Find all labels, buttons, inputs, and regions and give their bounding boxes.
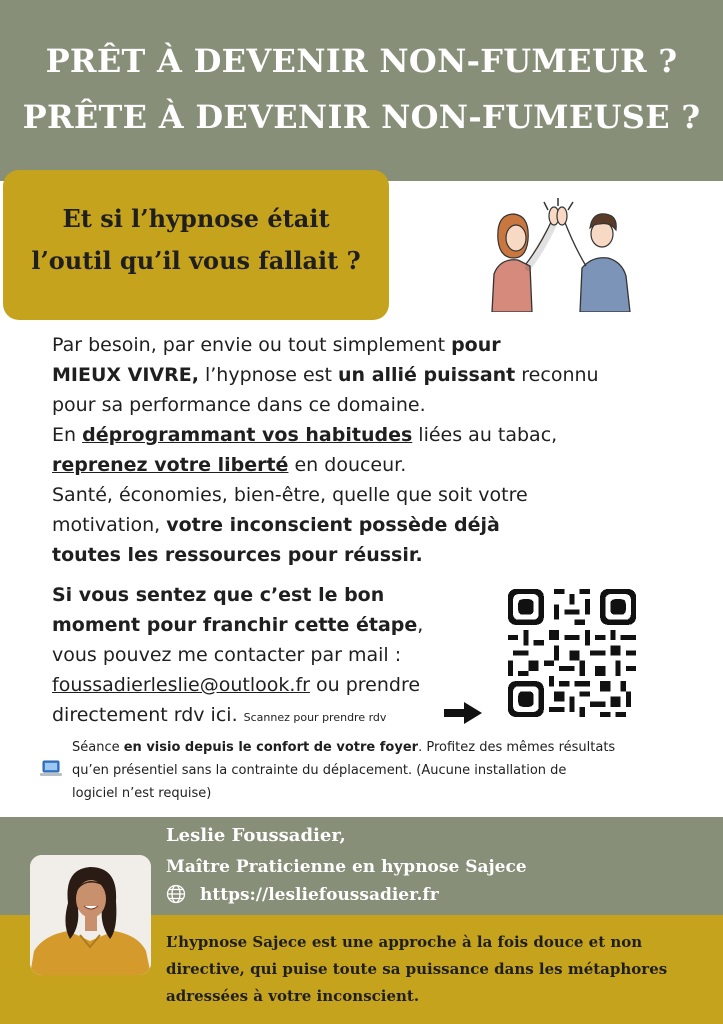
body-bold-underline: reprenez votre liberté (52, 454, 289, 476)
body-bold: MIEUX VIVRE, (52, 364, 199, 386)
body-bold: votre inconscient possède déjà (166, 514, 500, 536)
contact-text: vous pouvez me contacter par mail : (52, 644, 402, 666)
sajece-description (166, 929, 714, 1010)
globe-icon (166, 884, 186, 904)
body-text: pour sa performance dans ce domaine. (52, 394, 426, 416)
high-five-illustration (470, 196, 642, 312)
qr-code[interactable] (508, 589, 636, 717)
body-bold-underline: déprogrammant vos habitudes (82, 424, 413, 446)
visio-text: logiciel n’est requise) (72, 786, 212, 801)
portrait-photo (30, 855, 151, 975)
author-name: Leslie Foussadier, (166, 825, 346, 846)
contact-text: , (417, 614, 424, 636)
main-paragraph (52, 330, 692, 570)
headline-feminine: PRÊTE À DEVENIR NON-FUMEUSE ? (22, 98, 701, 136)
contact-text: directement rdv ici. (52, 704, 238, 726)
visio-bold: en visio depuis le confort de votre foyer (123, 740, 419, 755)
footer-text: L’hypnose Sajece est une approche à la fois douce et non (166, 933, 643, 951)
footer-text: directive, qui puise toute sa puissance dans les métaphores (166, 960, 668, 978)
hook-box (3, 170, 389, 320)
body-text: Par besoin, par envie ou tout simplement (52, 334, 452, 356)
laptop-icon (40, 760, 62, 778)
footer-text: adressées à votre inconscient. (166, 987, 420, 1005)
hook-line-1: Et si l’hypnose était (62, 204, 330, 233)
headline-masculine: PRÊT À DEVENIR NON-FUMEUR ? (45, 42, 678, 80)
contact-bold: moment pour franchir cette étape (52, 614, 418, 636)
contact-bold: Si vous sentez que c’est le bon (52, 584, 385, 606)
website-link[interactable]: https://lesliefoussadier.fr (200, 885, 439, 905)
body-text: En (52, 424, 83, 446)
body-bold: toutes les ressources pour réussir. (52, 544, 423, 566)
visio-text: Séance (72, 740, 124, 755)
arrow-right-icon (444, 702, 482, 724)
body-text: l’hypnose est (198, 364, 339, 386)
header-banner (0, 0, 723, 181)
scan-caption: Scannez pour prendre rdv (243, 711, 387, 724)
body-bold: pour (451, 334, 501, 356)
body-text: reconnu (515, 364, 599, 386)
body-text: en douceur. (288, 454, 407, 476)
email-link[interactable]: foussadierleslie@outlook.fr (52, 674, 310, 696)
author-role: Maître Praticienne en hypnose Sajece (166, 857, 527, 877)
visio-text: qu’en présentiel sans la contrainte du déplacement. (Aucune installation de (72, 763, 567, 778)
visio-note (72, 736, 712, 805)
hook-line-2: l’outil qu’il vous fallait ? (31, 246, 361, 275)
contact-text: ou prendre (309, 674, 421, 696)
body-text: Santé, économies, bien-être, quelle que soit votre (52, 484, 528, 506)
visio-text: . Profitez des mêmes résultats (418, 740, 616, 755)
body-text: liées au tabac, (412, 424, 558, 446)
body-text: motivation, (52, 514, 167, 536)
body-bold: un allié puissant (338, 364, 516, 386)
contact-section (52, 580, 492, 730)
